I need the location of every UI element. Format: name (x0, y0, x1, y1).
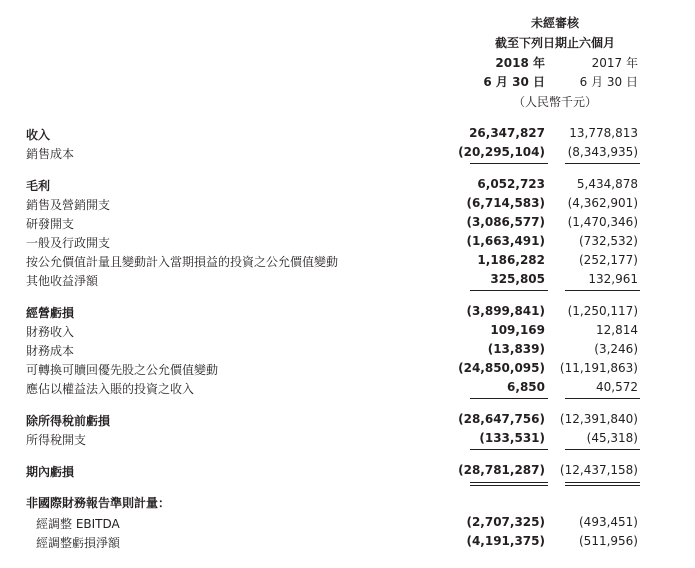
col-2017-year: 2017 年 (591, 56, 638, 70)
value-2018: (13,839) (487, 342, 545, 356)
col-2017-date: 6 月 30 日 (579, 75, 638, 89)
row-label: 財務收入 (26, 325, 75, 339)
header-unit: （人民幣千元） (512, 95, 597, 109)
row-income-tax (0, 431, 695, 449)
row-revenue (0, 126, 695, 144)
total-double-rule-2018 (470, 485, 548, 486)
value-2018: (2,707,325) (466, 515, 545, 529)
row-gross-profit (0, 177, 695, 195)
value-2018: 1,186,282 (477, 253, 545, 267)
row-label: 應佔以權益法入賬的投資之收入 (26, 382, 195, 396)
row-finance-income (0, 323, 695, 341)
row-loss-for-period (0, 463, 695, 481)
subtotal-rule-2018 (470, 449, 548, 450)
row-non-ifrs-heading (0, 494, 695, 512)
row-label: 期內虧損 (26, 465, 75, 479)
value-2017: (11,191,863) (559, 361, 638, 375)
value-2018: (133,531) (479, 431, 545, 445)
value-2018: 6,850 (507, 380, 545, 394)
value-2017: 132,961 (588, 272, 638, 286)
row-label: 非國際財務報告準則計量： (26, 496, 171, 510)
value-2017: (3,246) (594, 342, 638, 356)
row-label: 按公允價值計量且變動計入當期損益的投資之公允價值變動 (26, 255, 339, 269)
value-2017: 13,778,813 (569, 126, 638, 140)
row-label: 經調整虧損淨額 (36, 536, 121, 550)
row-fair-value-investments (0, 253, 695, 271)
row-selling-expenses (0, 196, 695, 214)
header-period: 截至下列日期止六個月 (494, 36, 615, 50)
value-2017: (4,362,901) (567, 196, 638, 210)
subtotal-rule-2017 (565, 290, 640, 291)
value-2018: (1,663,491) (466, 234, 545, 248)
subtotal-rule-2018 (470, 290, 548, 291)
row-label: 可轉換可贖回優先股之公允價值變動 (26, 363, 219, 377)
header-title: 未經審核 (530, 16, 579, 30)
value-2017: (252,177) (579, 253, 638, 267)
row-loss-before-tax (0, 412, 695, 430)
row-label: 所得稅開支 (26, 433, 87, 447)
row-label: 收入 (26, 128, 51, 142)
value-2018: 325,805 (490, 272, 545, 286)
value-2017: (1,470,346) (567, 215, 638, 229)
row-preferred-shares-fair-value (0, 361, 695, 379)
value-2017: (1,250,117) (567, 304, 638, 318)
row-label: 銷售及營銷開支 (26, 198, 111, 212)
row-label: 其他收益淨額 (26, 274, 99, 288)
value-2017: 5,434,878 (576, 177, 638, 191)
row-cost-of-sales (0, 145, 695, 163)
value-2017: (45,318) (586, 431, 638, 445)
value-2018: (20,295,104) (458, 145, 545, 159)
value-2017: 40,572 (596, 380, 638, 394)
total-double-rule-2018 (470, 482, 548, 483)
value-2018: (3,086,577) (466, 215, 545, 229)
col-2018-date: 6 月 30 日 (483, 75, 545, 89)
row-label: 除所得稅前虧損 (26, 414, 111, 428)
row-adjusted-net-loss (0, 534, 695, 552)
subtotal-rule-2017 (565, 449, 640, 450)
subtotal-rule-2018 (470, 398, 548, 399)
subtotal-rule-2017 (565, 163, 640, 164)
value-2018: 26,347,827 (469, 126, 545, 140)
row-label: 財務成本 (26, 344, 75, 358)
row-label: 經調整 EBITDA (36, 517, 120, 531)
row-finance-costs (0, 342, 695, 360)
total-double-rule-2017 (565, 485, 640, 486)
value-2017: (8,343,935) (567, 145, 638, 159)
value-2018: (28,781,287) (458, 463, 545, 477)
row-operating-loss (0, 304, 695, 322)
value-2018: (4,191,375) (466, 534, 545, 548)
value-2017: (511,956) (579, 534, 638, 548)
total-double-rule-2017 (565, 482, 640, 483)
subtotal-rule-2018 (470, 163, 548, 164)
value-2017: (12,391,840) (559, 412, 638, 426)
col-2018-year: 2018 年 (495, 56, 545, 70)
value-2018: (28,647,756) (458, 412, 545, 426)
row-label: 研發開支 (26, 217, 75, 231)
row-label: 毛利 (26, 179, 51, 193)
row-admin-expenses (0, 234, 695, 252)
value-2017: (493,451) (579, 515, 638, 529)
value-2018: 109,169 (490, 323, 545, 337)
subtotal-rule-2017 (565, 398, 640, 399)
value-2018: (3,899,841) (466, 304, 545, 318)
row-label: 一般及行政開支 (26, 236, 111, 250)
row-equity-method-income (0, 380, 695, 398)
value-2018: (24,850,095) (458, 361, 545, 375)
row-adjusted-ebitda (0, 515, 695, 533)
row-label: 經營虧損 (26, 306, 75, 320)
row-other-gains (0, 272, 695, 290)
row-label: 銷售成本 (26, 147, 75, 161)
row-rd-expenses (0, 215, 695, 233)
value-2018: (6,714,583) (466, 196, 545, 210)
value-2018: 6,052,723 (477, 177, 545, 191)
value-2017: (12,437,158) (559, 463, 638, 477)
value-2017: 12,814 (596, 323, 638, 337)
value-2017: (732,532) (579, 234, 638, 248)
